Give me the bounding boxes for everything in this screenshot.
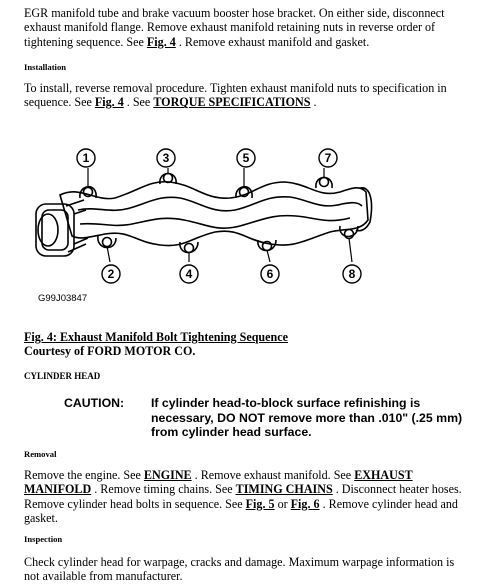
timing-chains-link[interactable]: TIMING CHAINS [235,482,333,497]
removal-text-5: or [274,496,291,511]
fig4-link-2[interactable]: Fig. 4 [94,95,124,110]
inspection-paragraph: Check cylinder head for warpage, cracks and damage. Maximum warpage information is not available from manufacturer. [24,555,455,584]
bolt-hole-2 [103,238,112,247]
removal-text-4: . Disconnect heater hoses. Remove cylinder head bolts in sequence. See [24,482,462,511]
installation-paragraph [24,81,470,110]
figure-code: G99J03847 [38,293,88,304]
installation-text: To install, reverse removal procedure. Tighten exhaust manifold nuts to specification in sequence. See [24,81,447,110]
exhaust-manifold-figure [0,140,481,315]
inspection-heading: Inspection [24,534,63,544]
removal-text-1: Remove the engine. See [24,468,144,482]
caution-text: If cylinder head-to-block surface refinishing is necessary, DO NOT remove more than .010" (.25 mm) from cylinder head surface. [151,396,463,439]
caption-credit: Courtesy of FORD MOTOR CO. [24,344,196,359]
removal-text-6: . Remove cylinder head and gasket. [24,496,458,525]
installation-heading: Installation [24,62,67,72]
callout-6: 6 [266,267,274,281]
fig5-link[interactable]: Fig. 5 [245,496,275,511]
cylinder-head-title: CYLINDER HEAD [24,371,101,381]
removal-text-3: . Remove timing chains. See [91,482,236,497]
manifold-contour [78,197,362,211]
manifold-body [60,182,368,246]
removal-text-2: . Remove exhaust manifold. See [191,468,355,482]
manifold-outlet [38,214,58,246]
callout-4: 4 [185,267,193,281]
caution-label: CAUTION: [64,396,125,410]
manifold-contour-lower [80,216,350,229]
fig6-link[interactable]: Fig. 6 [290,496,320,511]
exhaust-manifold-link[interactable]: EXHAUST MANIFOLD [24,468,413,497]
engine-link[interactable]: ENGINE [143,468,192,482]
fig4-link[interactable]: Fig. 4 [146,34,176,49]
installation-text-mid: . See [123,95,154,110]
removal-paragraph [24,468,470,525]
torque-specifications-link[interactable]: TORQUE SPECIFICATIONS [153,95,311,110]
callout-3: 3 [162,151,170,165]
callout-8: 8 [348,267,356,281]
figure-caption [24,330,288,359]
callout-1: 1 [82,151,90,165]
caption-title: Fig. 4: Exhaust Manifold Bolt Tightening Sequence [24,330,288,344]
manifold-flange-inner [42,210,68,250]
removal-heading: Removal [24,449,57,459]
callout-2: 2 [107,267,115,281]
bolt-hole-4 [185,244,194,253]
intro-text-end: . Remove exhaust manifold and gasket. [175,34,370,49]
callout-7: 7 [324,151,332,165]
bolt-hole-7 [320,178,329,187]
installation-text-end: . [310,95,317,110]
intro-paragraph [24,6,470,49]
intro-text: EGR manifold tube and brake vacuum booster hose bracket. On either side, disconnect exhaust manifold flange. Remove exhaust manifold retaining nuts in reverse order of tightening sequence. See [24,6,445,49]
callout-5: 5 [242,151,250,165]
